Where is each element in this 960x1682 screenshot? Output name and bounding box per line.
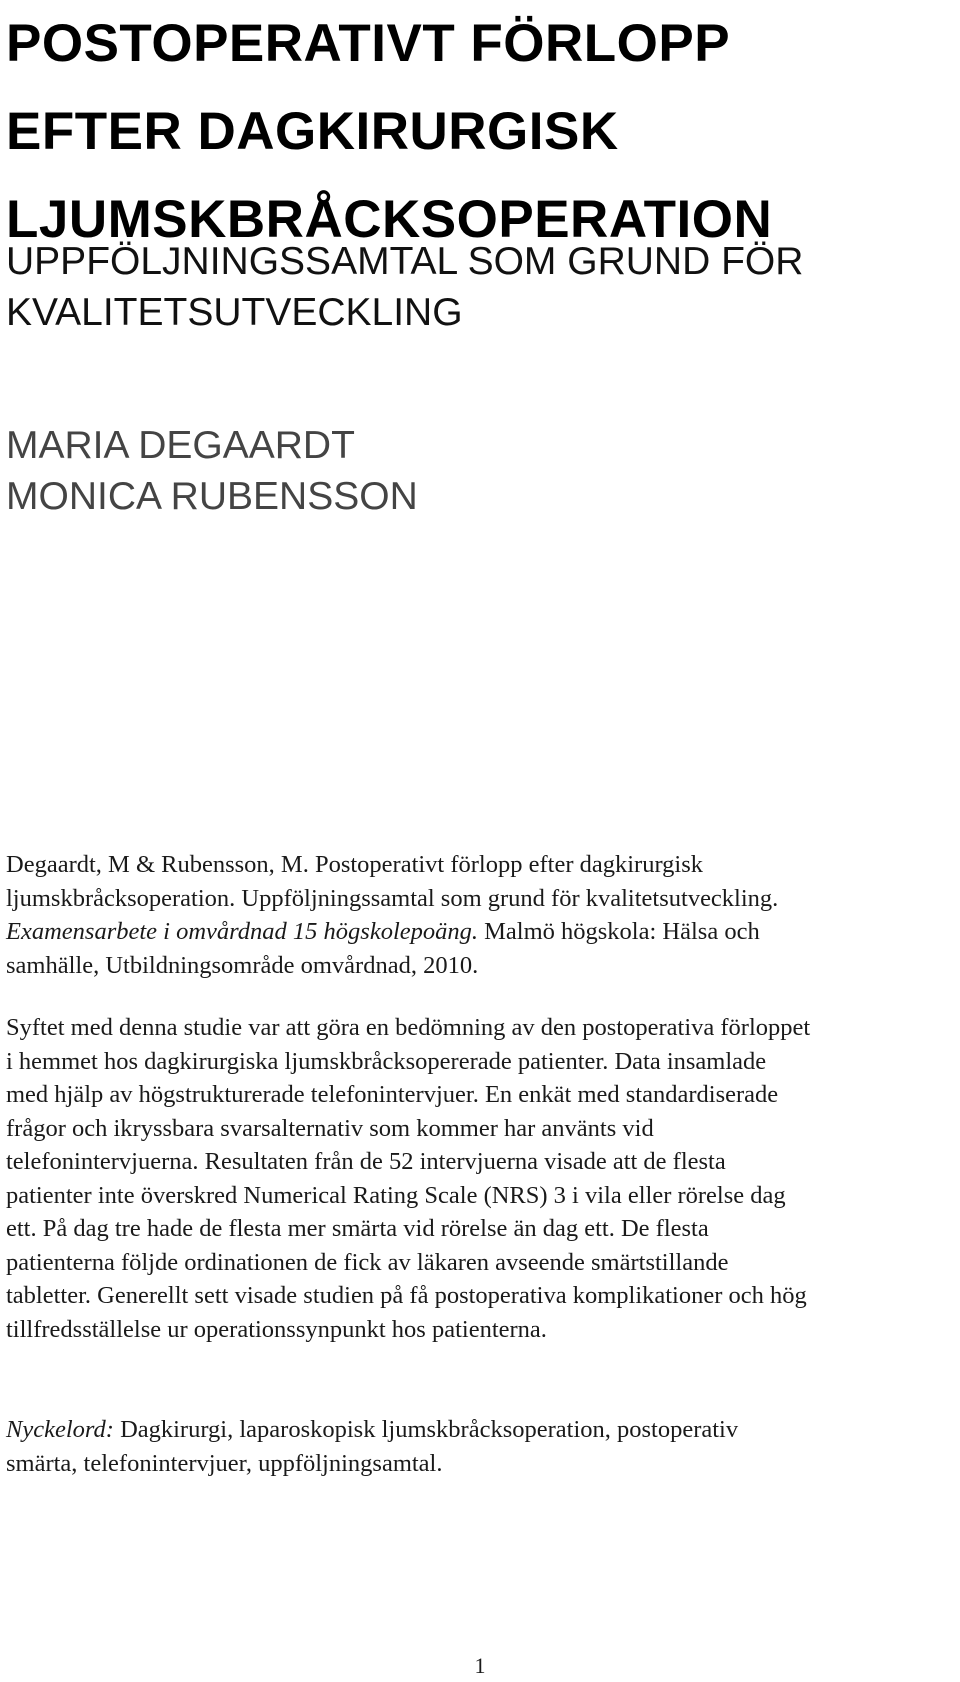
abstract-line: tillfredsställelse ur operationssynpunkt hos patienterna. — [6, 1315, 547, 1343]
abstract-line: i hemmet hos dagkirurgiska ljumskbråcksopererade patienter. Data insamlade — [6, 1047, 767, 1075]
keywords-list: Dagkirurgi, laparoskopisk ljumskbråcksoperation, postoperativ — [113, 1416, 739, 1443]
abstract-line: frågor och ikryssbara svarsalternativ som kommer har använts vid — [6, 1114, 654, 1142]
subtitle-line-1: UPPFÖLJNINGSSAMTAL SOM GRUND FÖR — [6, 240, 804, 283]
citation-line-2: ljumskbråcksoperation. Uppföljningssamtal som grund för kvalitetsutveckling. — [6, 884, 779, 912]
abstract-line: tabletter. Generellt sett visade studien på få postoperativa komplikationer och hög — [6, 1282, 807, 1309]
title-line-3: LJUMSKBRÅCKSOPERATION — [6, 190, 773, 249]
keywords-label: Nyckelord: — [6, 1416, 114, 1443]
citation-line-4: samhälle, Utbildningsområde omvårdnad, 2010. — [6, 951, 479, 979]
abstract-line: ett. På dag tre hade de flesta mer smärta vid rörelse än dag ett. De flesta — [6, 1215, 709, 1242]
abstract-paragraph — [6, 1011, 958, 1346]
abstract-line: patienterna följde ordinationen de fick av läkaren avseende smärtstillande — [6, 1248, 729, 1276]
keywords-paragraph — [6, 1413, 956, 1480]
document-title — [6, 0, 946, 264]
citation-paragraph — [6, 848, 956, 982]
author-list — [6, 420, 946, 522]
citation-thesis-type: Examensarbete i omvårdnad 15 högskolepoäng. — [6, 918, 478, 945]
abstract-line: Syftet med denna studie var att göra en bedömning av den postoperativa förloppet — [6, 1014, 811, 1041]
citation-institution: Malmö högskola: Hälsa och — [478, 918, 760, 945]
document-subtitle — [6, 236, 946, 338]
subtitle-line-2: KVALITETSUTVECKLING — [6, 291, 463, 334]
author-name: MONICA RUBENSSON — [6, 475, 418, 518]
citation-line-3 — [6, 915, 956, 949]
author-name: MARIA DEGAARDT — [6, 424, 355, 467]
keywords-line-1 — [6, 1413, 956, 1447]
abstract-line: med hjälp av högstrukturerade telefonintervjuer. En enkät med standardiserade — [6, 1081, 779, 1108]
abstract-line: telefonintervjuerna. Resultaten från de 52 intervjuerna visade att de flesta — [6, 1148, 726, 1175]
title-line-1: POSTOPERATIVT FÖRLOPP — [6, 14, 731, 73]
page-number: 1 — [474, 1653, 486, 1678]
keywords-line-2: smärta, telefonintervjuer, uppföljningsamtal. — [6, 1449, 443, 1477]
abstract-line: patienter inte överskred Numerical Rating Scale (NRS) 3 i vila eller rörelse dag — [6, 1181, 786, 1209]
title-line-2: EFTER DAGKIRURGISK — [6, 102, 619, 161]
citation-line-1: Degaardt, M & Rubensson, M. Postoperativt förlopp efter dagkirurgisk — [6, 851, 704, 878]
